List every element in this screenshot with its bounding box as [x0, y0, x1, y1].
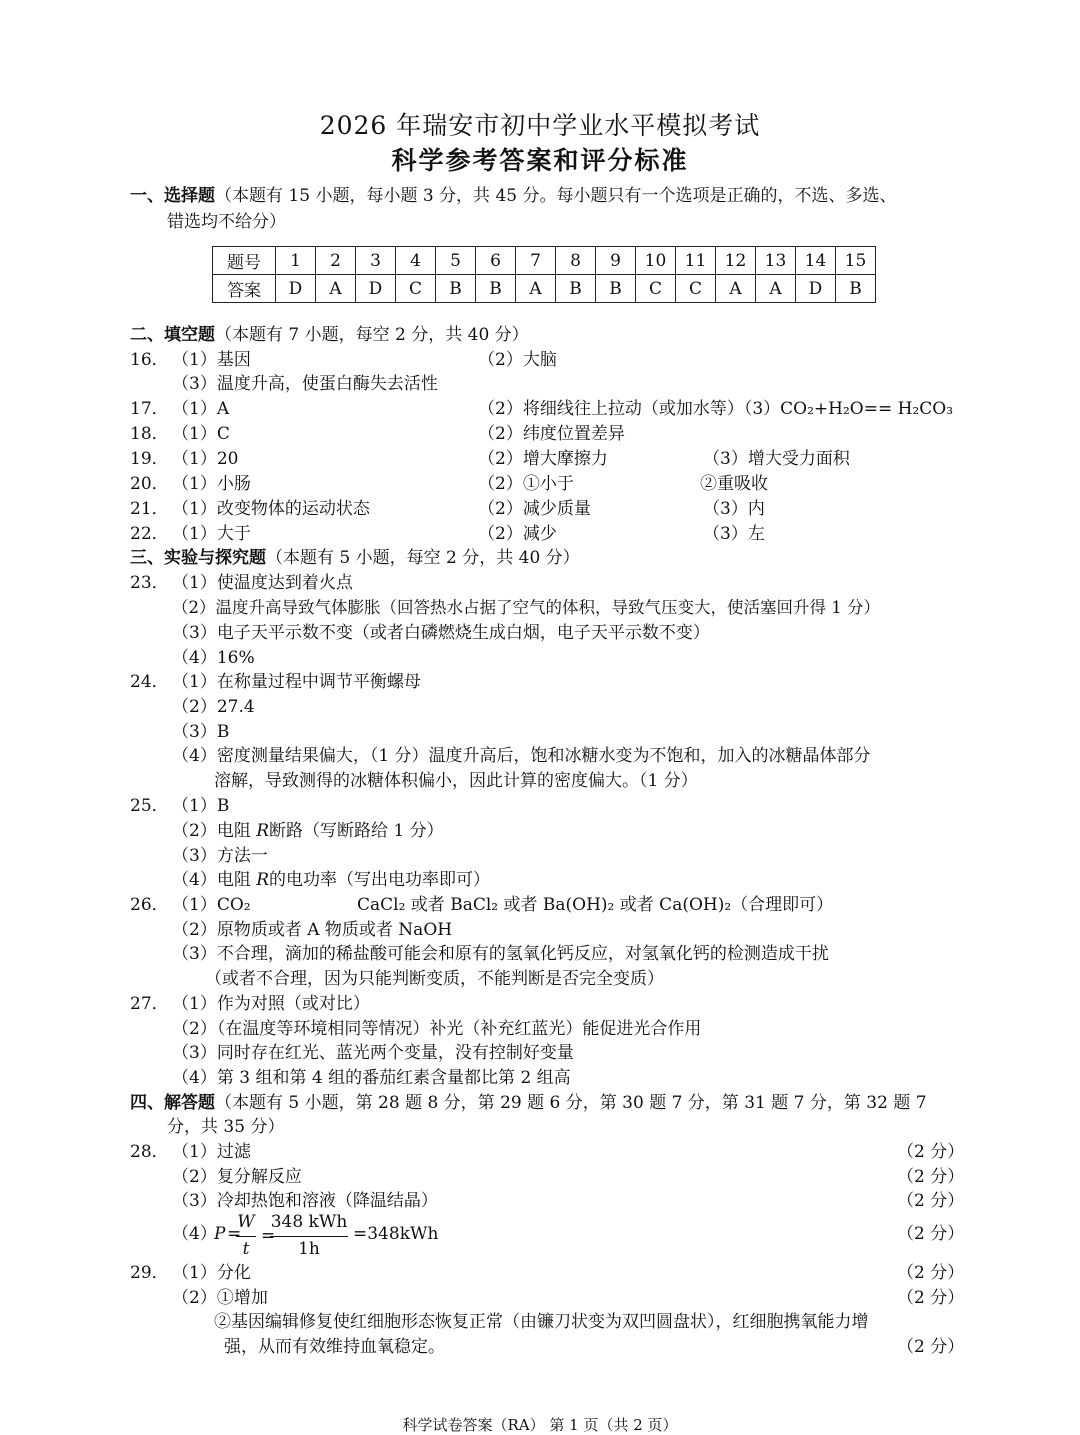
answer-table-answer-row — [213, 275, 876, 303]
q27-answer-3: （3）同时存在红光、蓝光两个变量，没有控制好变量 — [172, 1043, 574, 1063]
q25-answer-3: （3）方法一 — [172, 846, 268, 866]
q29-answer-3: ②基因编辑修复使红细胞形态恢复正常（由镰刀状变为双凹圆盘状），红细胞携氧能力增 — [214, 1312, 869, 1332]
q25-answer-2: （2）电阻 R断路（写断路给 1 分） — [172, 821, 444, 841]
q21-answer-2: （2）减少质量 — [478, 499, 591, 519]
answer-table — [212, 246, 876, 303]
q19-answer-1: （1）20 — [172, 449, 239, 469]
q23-number: 23． — [130, 573, 169, 593]
formula-result: =348kWh — [353, 1224, 439, 1244]
question-number-cell: 5 — [436, 247, 476, 275]
q18-answer-2: （2）纬度位置差异 — [478, 424, 625, 444]
page-footer: 科学试卷答案（RA） 第 1 页（共 2 页） — [402, 1416, 678, 1434]
formula-work-symbol: W — [237, 1212, 255, 1232]
q19-answer-3: （3）增大受力面积 — [703, 449, 850, 469]
row-label-number: 题号 — [213, 247, 276, 275]
q25-answer-1: （1）B — [172, 796, 230, 816]
section2-header: 二、填空题（本题有 7 小题，每空 2 分，共 40 分） — [130, 325, 529, 345]
q26-answer-2: （2）原物质或者 A 物质或者 NaOH — [172, 920, 453, 940]
answer-cell: A — [756, 275, 796, 303]
question-number-cell: 4 — [396, 247, 436, 275]
q21-answer-1: （1）改变物体的运动状态 — [172, 499, 370, 519]
q23-answer-2: （2）温度升高导致气体膨胀（回答热水占据了空气的体积，导致气压变大，使活塞回升得 1 分） — [172, 598, 880, 617]
q16-answer-2: （2）大脑 — [478, 350, 557, 370]
answer-cell: C — [396, 275, 436, 303]
answer-cell: C — [636, 275, 676, 303]
answer-cell: A — [716, 275, 756, 303]
q25-answer-4: （4）电阻 R的电功率（写出电功率即可） — [172, 870, 491, 890]
answer-cell: B — [556, 275, 596, 303]
q17-number: 17． — [130, 399, 169, 419]
answer-cell: D — [276, 275, 316, 303]
q22-answer-1: （1）大于 — [172, 524, 251, 544]
question-number-cell: 15 — [836, 247, 876, 275]
q26-answer-1: （1）CO₂ — [172, 895, 251, 915]
formula-prefix: （4） — [172, 1224, 217, 1244]
row-label-answer: 答案 — [213, 275, 276, 303]
q16-answer-3: （3）温度升高，使蛋白酶失去活性 — [172, 374, 438, 394]
q29-score-1: （2 分） — [897, 1263, 965, 1283]
section1-desc: 错选均不给分） — [167, 212, 286, 232]
q29-score-2: （2 分） — [897, 1288, 965, 1308]
q28-answer-2: （2）复分解反应 — [172, 1167, 302, 1187]
q17-answer-1: （1）A — [172, 399, 230, 419]
question-number-cell: 2 — [316, 247, 356, 275]
answer-cell: A — [316, 275, 356, 303]
q28-score-4: （2 分） — [897, 1224, 965, 1244]
question-number-cell: 3 — [356, 247, 396, 275]
page-title: 2026 年瑞安市初中学业水平模拟考试 — [319, 111, 761, 140]
q26-answer-3-cont: （或者不合理，因为只能判断变质，不能判断是否完全变质） — [205, 969, 664, 989]
q22-number: 22． — [130, 524, 169, 544]
question-number-cell: 13 — [756, 247, 796, 275]
formula-fraction-bar-1 — [236, 1236, 256, 1237]
formula-numerator: 348 kWh — [270, 1212, 348, 1232]
q26-answer-1-alt: CaCl₂ 或者 BaCl₂ 或者 Ba(OH)₂ 或者 Ca(OH)₂（合理即可） — [357, 895, 834, 915]
section4-header: 四、解答题（本题有 5 小题，第 28 题 8 分，第 29 题 6 分，第 30 题 7 分，第 31 题 7 分，第 32 题 7 — [130, 1093, 927, 1113]
answer-cell: A — [516, 275, 556, 303]
q28-answer-1: （1）过滤 — [172, 1142, 251, 1162]
q16-answer-1: （1）基因 — [172, 350, 251, 370]
q28-number: 28． — [130, 1142, 169, 1162]
section1-header: 一、选择题（本题有 15 小题，每小题 3 分，共 45 分。每小题只有一个选项是正确的，不选、多选、 — [130, 186, 897, 206]
q26-answer-3: （3）不合理，滴加的稀盐酸可能会和原有的氢氧化钙反应，对氢氧化钙的检测造成干扰 — [172, 944, 829, 964]
answer-cell: B — [436, 275, 476, 303]
q27-answer-4: （4）第 3 组和第 4 组的番茄红素含量都比第 2 组高 — [172, 1068, 571, 1088]
q25-number: 25． — [130, 796, 169, 816]
q29-answer-3-cont: 强，从而有效维持血氧稳定。 — [224, 1337, 445, 1357]
q24-answer-2: （2）27.4 — [172, 697, 255, 717]
question-number-cell: 11 — [676, 247, 716, 275]
q27-answer-2: （2）（在温度等环境相同等情况）补光（补充红蓝光）能促进光合作用 — [172, 1019, 702, 1039]
q19-number: 19． — [130, 449, 169, 469]
answer-table-number-row — [213, 247, 876, 275]
q22-answer-3: （3）左 — [703, 524, 765, 544]
q16-number: 16． — [130, 350, 169, 370]
q28-answer-3: （3）冷却热饱和溶液（降温结晶） — [172, 1191, 438, 1211]
q29-answer-2: （2）①增加 — [172, 1288, 268, 1308]
formula-equals-2: = — [261, 1226, 276, 1246]
section3-header: 三、实验与探究题（本题有 5 小题，每空 2 分，共 40 分） — [130, 548, 580, 568]
question-number-cell: 9 — [596, 247, 636, 275]
q23-answer-1: （1）使温度达到着火点 — [172, 573, 353, 593]
q21-number: 21． — [130, 499, 169, 519]
q28-score-2: （2 分） — [897, 1167, 965, 1187]
answer-cell: B — [836, 275, 876, 303]
answer-cell: D — [796, 275, 836, 303]
formula-power-symbol: P — [214, 1224, 226, 1244]
question-number-cell: 6 — [476, 247, 516, 275]
q20-answer-1: （1）小肠 — [172, 474, 251, 494]
q24-answer-3: （3）B — [172, 722, 230, 742]
q20-number: 20． — [130, 474, 169, 494]
question-number-cell: 1 — [276, 247, 316, 275]
formula-equals-1: = — [227, 1224, 242, 1244]
q24-answer-1: （1）在称量过程中调节平衡螺母 — [172, 672, 421, 692]
q27-number: 27． — [130, 994, 169, 1014]
q24-answer-4-cont: 溶解，导致测得的冰糖体积偏小，因此计算的密度偏大。（1 分） — [214, 771, 698, 791]
q26-number: 26． — [130, 895, 169, 915]
q22-answer-2: （2）减少 — [478, 524, 557, 544]
q21-answer-3: （3）内 — [703, 499, 765, 519]
q18-answer-1: （1）C — [172, 424, 230, 444]
q29-answer-1: （1）分化 — [172, 1263, 251, 1283]
question-number-cell: 14 — [796, 247, 836, 275]
question-number-cell: 7 — [516, 247, 556, 275]
q23-answer-4: （4）16% — [172, 648, 255, 668]
section4-desc: 分，共 35 分） — [167, 1117, 285, 1137]
answer-cell: B — [476, 275, 516, 303]
q29-score-3: （2 分） — [897, 1337, 965, 1357]
formula-fraction-bar-2 — [270, 1236, 348, 1237]
answer-cell: C — [676, 275, 716, 303]
q28-score-3: （2 分） — [897, 1191, 965, 1211]
question-number-cell: 12 — [716, 247, 756, 275]
q20-answer-3: ②重吸收 — [700, 474, 768, 494]
formula-denominator: 1h — [298, 1239, 320, 1259]
q24-number: 24． — [130, 672, 169, 692]
question-number-cell: 8 — [556, 247, 596, 275]
q18-number: 18． — [130, 424, 169, 444]
answer-cell: D — [356, 275, 396, 303]
q27-answer-1: （1）作为对照（或对比） — [172, 994, 370, 1014]
page-subtitle: 科学参考答案和评分标准 — [391, 146, 689, 175]
q24-answer-4: （4）密度测量结果偏大，（1 分）温度升高后，饱和冰糖水变为不饱和，加入的冰糖晶体部分 — [172, 746, 871, 766]
answer-cell: B — [596, 275, 636, 303]
q17-answer-2: （2）将细线往上拉动（或加水等）（3）CO₂+H₂O== H₂CO₃ — [478, 399, 954, 419]
q23-answer-3: （3）电子天平示数不变（或者白磷燃烧生成白烟，电子天平示数不变） — [172, 623, 710, 643]
q29-number: 29． — [130, 1263, 169, 1283]
q28-score-1: （2 分） — [897, 1142, 965, 1162]
formula-time-symbol: t — [242, 1239, 250, 1259]
q20-answer-2: （2）①小于 — [478, 474, 574, 494]
q19-answer-2: （2）增大摩擦力 — [478, 449, 608, 469]
question-number-cell: 10 — [636, 247, 676, 275]
